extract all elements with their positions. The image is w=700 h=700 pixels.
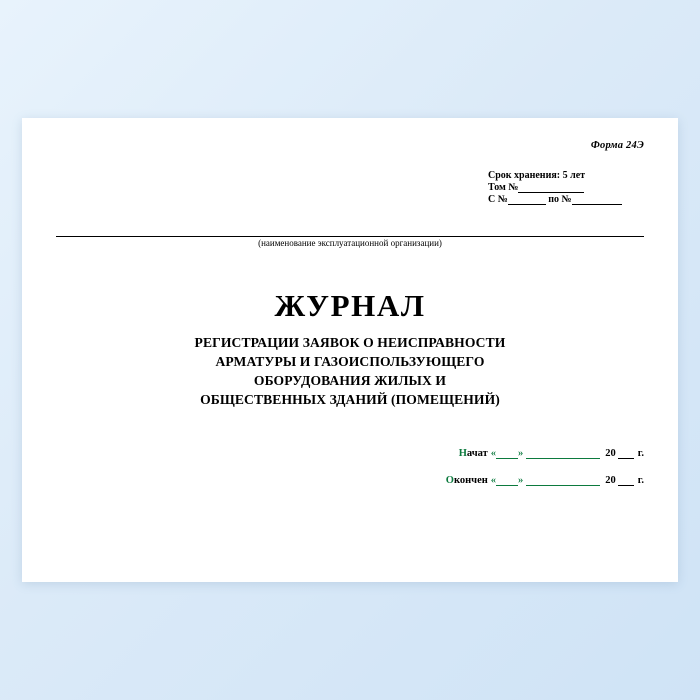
range-to-label: по № [548, 194, 572, 205]
volume-blank-rule [518, 183, 584, 193]
start-date-row [414, 448, 644, 459]
page-subtitle-line: ОБЩЕСТВЕННЫХ ЗДАНИЙ (ПОМЕЩЕНИЙ) [200, 392, 500, 408]
start-month-blank [526, 448, 600, 459]
organization-name-rule [56, 236, 644, 237]
start-quote-close: » [518, 448, 524, 459]
page-subtitle-line: ОБОРУДОВАНИЯ ЖИЛЫХ И [253, 373, 447, 389]
page-subtitle-line: АРМАТУРЫ И ГАЗОИСПОЛЬЗУЮЩЕГО [215, 353, 485, 369]
end-day-blank [496, 475, 518, 486]
start-year-suffix: г. [637, 448, 644, 459]
title-block [56, 290, 644, 410]
start-day-blank [496, 448, 518, 459]
end-year-suffix: г. [637, 475, 644, 486]
storage-info-block [488, 170, 644, 206]
document-page-inner [22, 118, 678, 582]
range-to-blank-rule [572, 195, 622, 205]
range-from-blank-rule [508, 195, 546, 205]
storage-term-value: 5 лет [562, 170, 586, 181]
page-title: ЖУРНАЛ [274, 288, 426, 323]
end-month-blank [526, 475, 600, 486]
start-date-label: Начат [458, 448, 488, 459]
end-date-row [414, 475, 644, 486]
end-date-label: Окончен [445, 475, 488, 486]
start-year-prefix: 20 [605, 448, 616, 459]
end-quote-close: » [518, 475, 524, 486]
volume-line [488, 182, 644, 193]
organization-name-caption: (наименование эксплуатационной организации) [258, 238, 442, 248]
storage-term-line [488, 170, 644, 181]
dates-block [414, 448, 644, 502]
page-subtitle-line: РЕГИСТРАЦИИ ЗАЯВОК О НЕИСПРАВНОСТИ [194, 334, 506, 350]
page-subtitle [56, 333, 644, 410]
end-quote-open: « [490, 475, 497, 486]
range-from-label: С № [488, 194, 508, 205]
range-line [488, 194, 644, 205]
volume-label: Том № [488, 182, 519, 193]
form-code-label: Форма 24Э [590, 140, 644, 151]
start-year-blank [618, 448, 634, 459]
start-quote-open: « [490, 448, 497, 459]
storage-term-label: Срок хранения: [488, 170, 561, 181]
document-page [22, 118, 678, 582]
end-year-blank [618, 475, 634, 486]
end-year-prefix: 20 [605, 475, 616, 486]
